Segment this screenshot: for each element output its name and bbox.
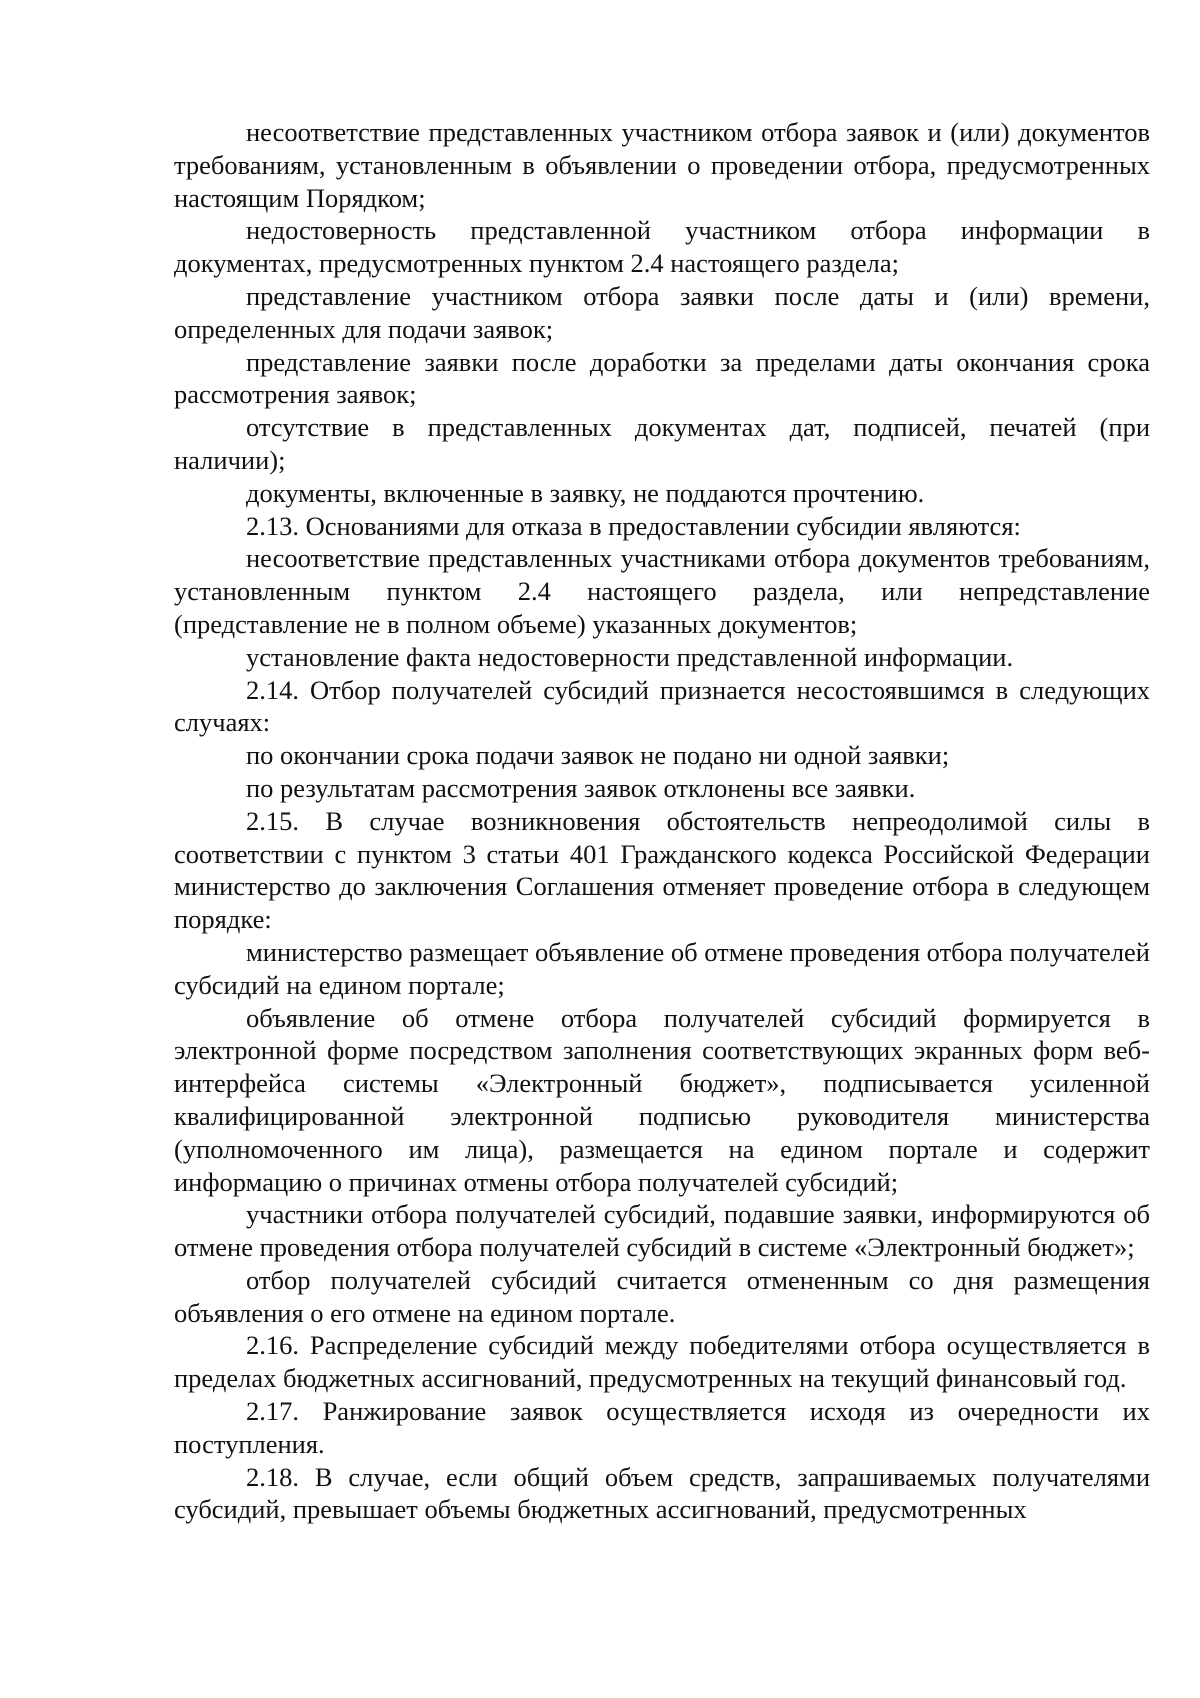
paragraph: по окончании срока подачи заявок не подано ни одной заявки; [246,740,950,771]
paragraph: министерство размещает объявление об отмене проведения отбора получателей субсидий на едином портале; [174,936,1150,1000]
paragraph: отсутствие в представленных документах дат, подписей, печатей (при наличии); [174,412,1150,475]
paragraph: по результатам рассмотрения заявок отклонены все заявки. [246,772,916,803]
section-2-14-paragraph: 2.14. Отбор получателей субсидий признается несостоявшимся в следующих случаях: [174,674,1150,738]
paragraph: несоответствие представленных участниками отбора документов требованиям, установленным пунктом 2.4 настоящего раздела, или непредставление (представление не в полном объеме) указанных документов; [174,543,1150,639]
paragraph: недостоверность представленной участником отбора информации в документах, предусмотренных пунктом 2.4 настоящего раздела; [174,215,1150,279]
section-2-16-paragraph: 2.16. Распределение субсидий между победителями отбора осуществляется в пределах бюджетных ассигнований, предусмотренных на текущий финансовый год. [174,1330,1150,1394]
section-2-15-paragraph: 2.15. В случае возникновения обстоятельств непреодолимой силы в соответствии с пунктом 3 статьи 401 Гражданского кодекса Российской Федерации министерство до заключения Соглашения отменяет проведение отбора в следующем порядке: [174,805,1150,935]
section-2-17-paragraph: 2.17. Ранжирование заявок осуществляется исходя из очередности их поступления. [174,1396,1150,1459]
paragraph: представление участником отбора заявки после даты и (или) времени, определенных для подачи заявок; [174,280,1150,344]
section-2-13-heading: 2.13. Основаниями для отказа в предоставлении субсидии являются: [246,510,1021,541]
paragraph: установление факта недостоверности представленной информации. [246,641,1014,672]
section-2-18-paragraph: 2.18. В случае, если общий объем средств, запрашиваемых получателями субсидий, превышает объемы бюджетных ассигнований, предусмотренных [174,1461,1150,1525]
paragraph: документы, включенные в заявку, не поддаются прочтению. [246,477,925,508]
paragraph: объявление об отмене отбора получателей субсидий формируется в электронной форме посредством заполнения соответствующих экранных форм веб-интерфейса системы «Электронный бюджет», подписывается усиленной квалифицированной электронной подписью руководителя министерства (уполномоченного им лица), размещается на едином портале и содержит информацию о причинах отмены отбора получателей субсидий; [174,1002,1150,1197]
paragraph: отбор получателей субсидий считается отмененным со дня размещения объявления о его отмене на едином портале. [174,1264,1150,1328]
paragraph: несоответствие представленных участником отбора заявок и (или) документов требованиям, установленным в объявлении о проведении отбора, предусмотренных настоящим Порядком; [174,117,1150,213]
paragraph: представление заявки после доработки за пределами даты окончания срока рассмотрения заявок; [174,346,1150,410]
paragraph: участники отбора получателей субсидий, подавшие заявки, информируются об отмене проведения отбора получателей субсидий в системе «Электронный бюджет»; [174,1199,1150,1263]
document-page [174,116,1150,1526]
